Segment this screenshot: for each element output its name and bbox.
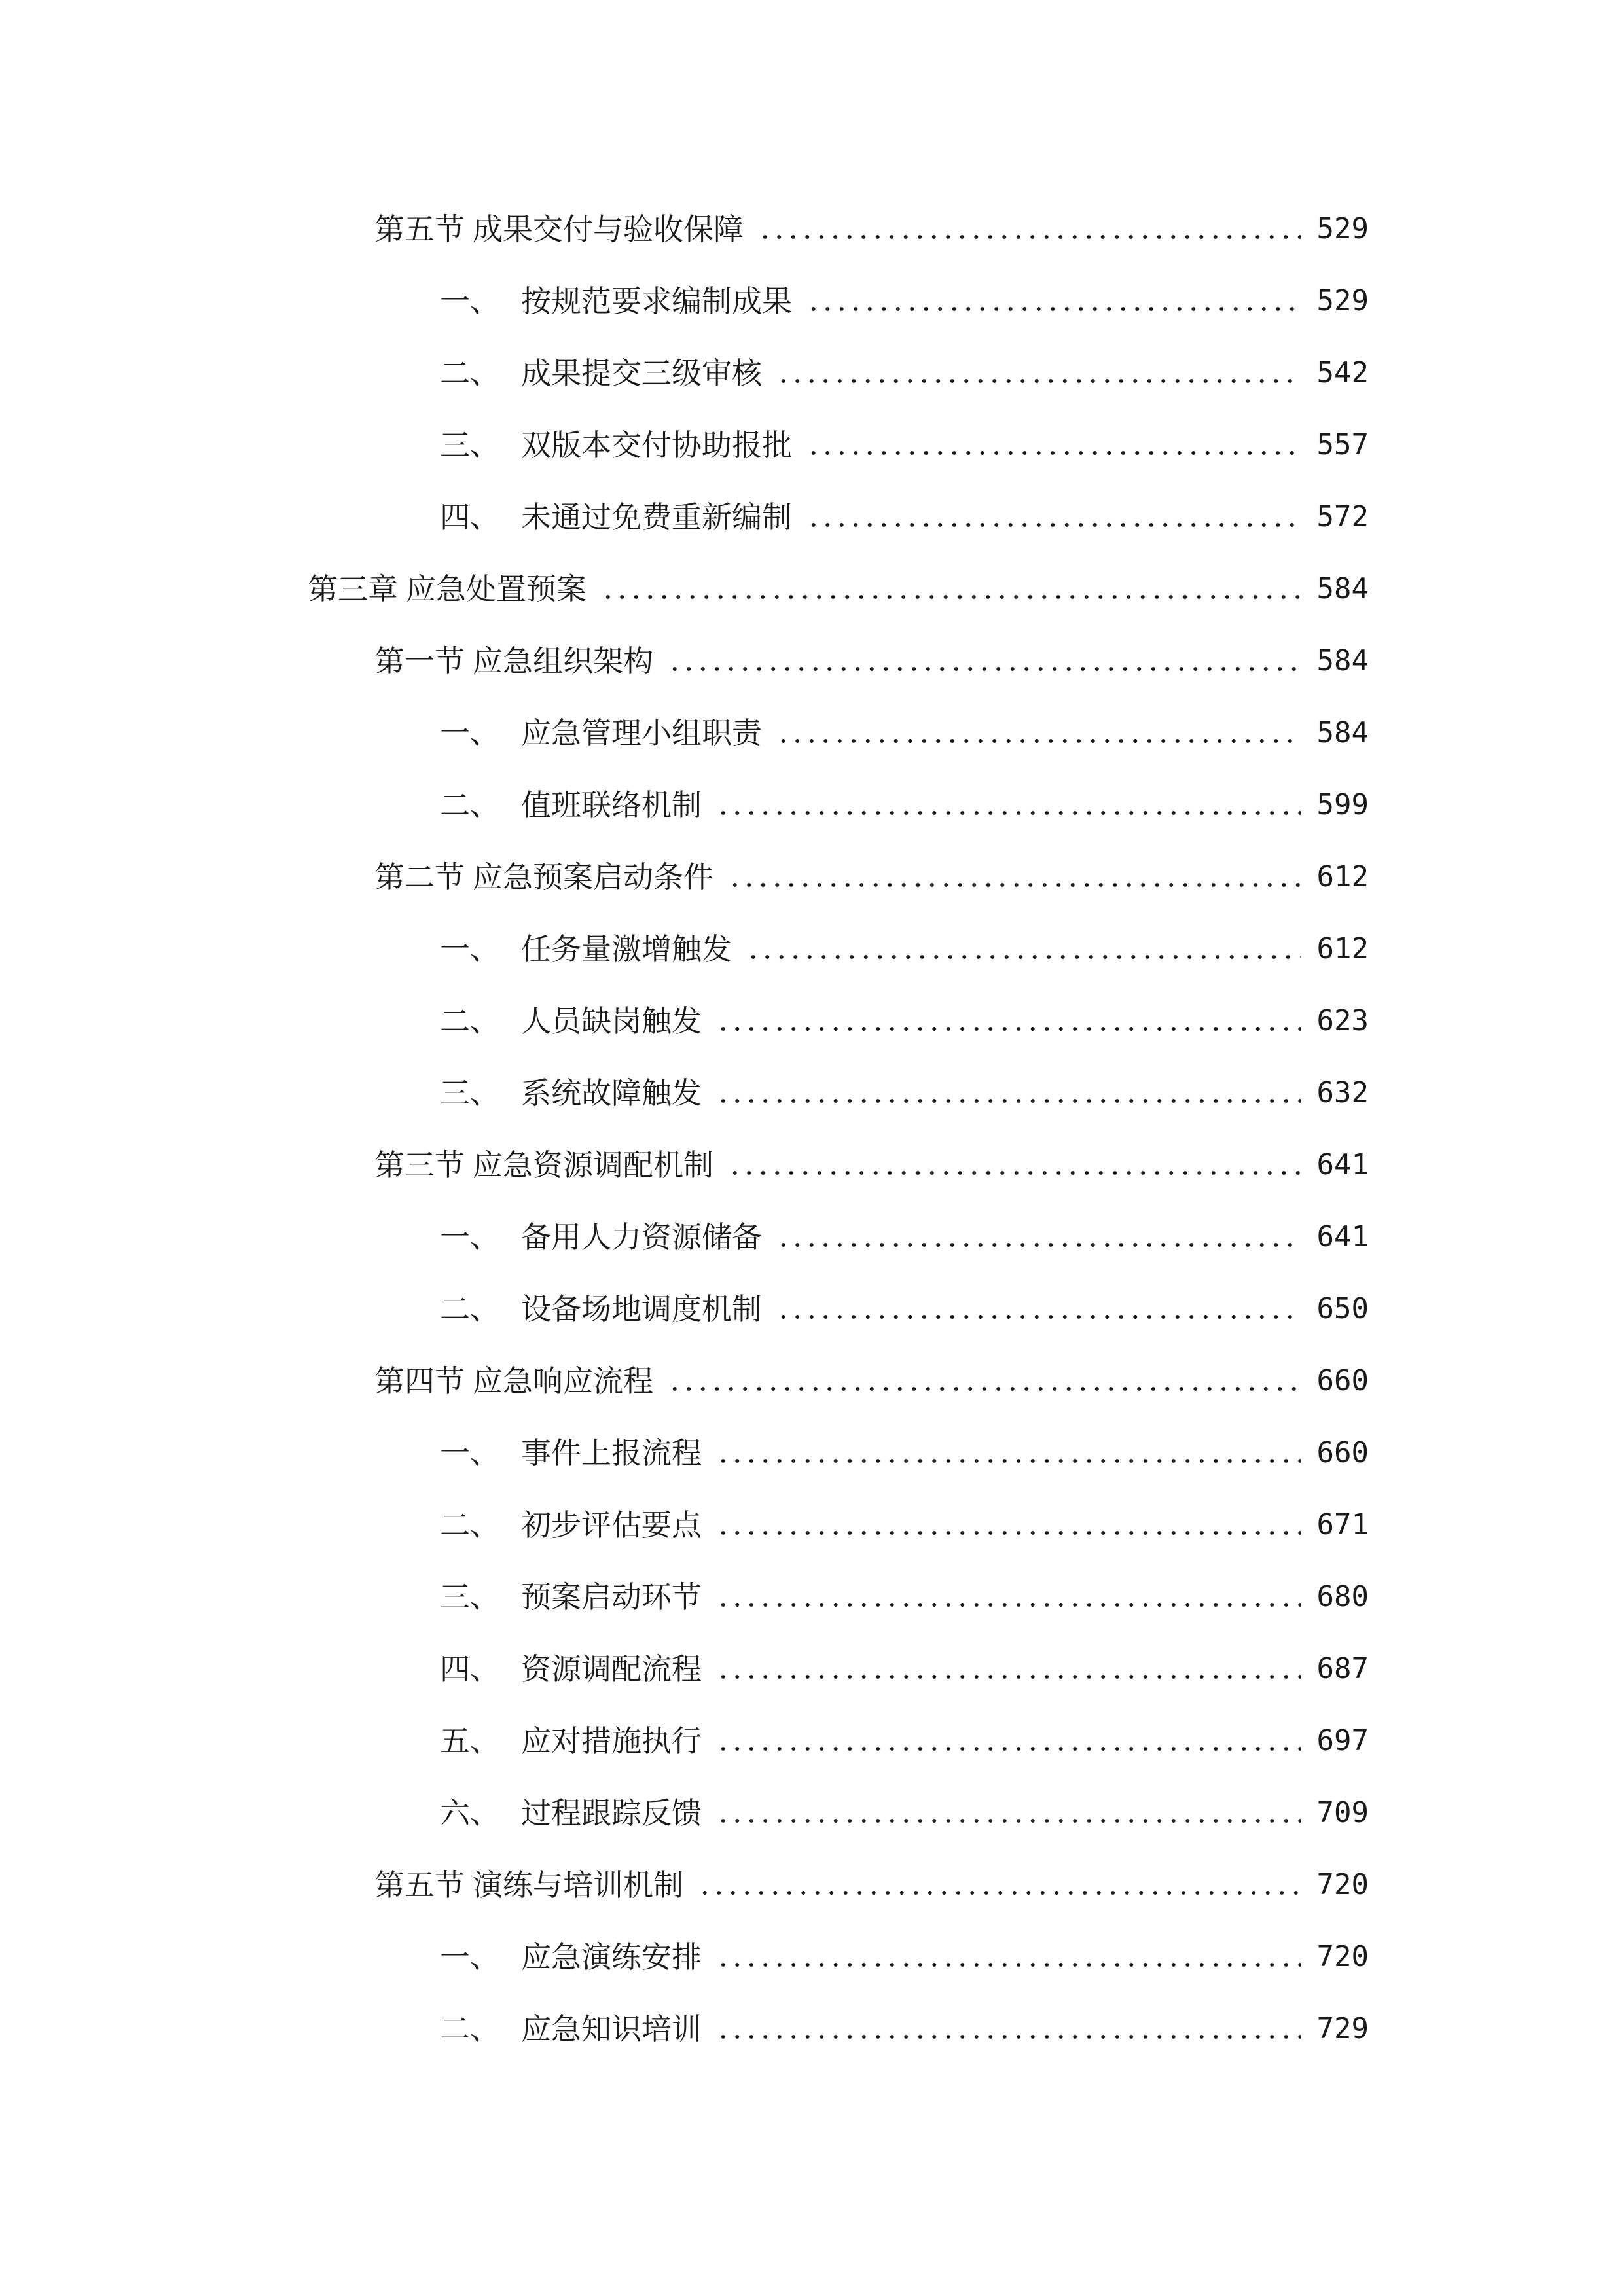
dot-leader (716, 1816, 1301, 1825)
toc-entry-page: 612 (1316, 860, 1369, 893)
toc-entry-page: 680 (1316, 1580, 1369, 1613)
toc-entry-title: 应急响应流程 (473, 1363, 653, 1399)
toc-entry-page: 687 (1316, 1652, 1369, 1685)
toc-entry-prefix: 一、 (440, 1435, 500, 1471)
toc-entry-section[interactable] (374, 635, 1369, 687)
toc-entry-title: 应急处置预案 (406, 571, 586, 607)
toc-entry-page: 612 (1316, 932, 1369, 965)
toc-entry-prefix: 一、 (440, 931, 500, 967)
toc-entry-section[interactable] (374, 851, 1369, 903)
dot-leader (716, 1672, 1301, 1681)
toc-entry-section[interactable] (374, 203, 1369, 255)
toc-entry-page: 584 (1316, 644, 1369, 677)
toc-entry-prefix: 第一节 (374, 643, 465, 679)
dot-leader (776, 1240, 1301, 1249)
toc-entry-page: 542 (1316, 356, 1369, 389)
toc-entry-prefix: 二、 (440, 1291, 500, 1327)
toc-entry-section[interactable] (374, 1139, 1369, 1191)
toc-entry-item[interactable] (440, 1643, 1369, 1695)
toc-entry-page: 720 (1316, 1940, 1369, 1973)
dot-leader (716, 1024, 1301, 1033)
toc-entry-title: 人员缺岗触发 (521, 1003, 702, 1039)
dot-leader (716, 1600, 1301, 1609)
toc-entry-prefix: 一、 (440, 1939, 500, 1975)
dot-leader (716, 808, 1301, 817)
dot-leader (776, 1312, 1301, 1321)
toc-entry-prefix: 第四节 (374, 1363, 465, 1399)
toc-entry-prefix: 第三节 (374, 1147, 465, 1183)
toc-entry-title: 系统故障触发 (521, 1075, 702, 1111)
toc-entry-title: 应急知识培训 (521, 2011, 702, 2047)
dot-leader (716, 1456, 1301, 1465)
dot-leader (668, 664, 1301, 673)
toc-entry-item[interactable] (440, 1067, 1369, 1119)
toc-entry-page: 584 (1316, 716, 1369, 749)
toc-entry-prefix: 三、 (440, 1579, 500, 1615)
toc-entry-title: 应对措施执行 (521, 1723, 702, 1759)
dot-leader (716, 1960, 1301, 1969)
toc-entry-item[interactable] (440, 419, 1369, 471)
toc-entry-item[interactable] (440, 1571, 1369, 1623)
toc-entry-title: 值班联络机制 (521, 787, 702, 823)
toc-entry-page: 572 (1316, 500, 1369, 533)
toc-entry-title: 应急预案启动条件 (473, 859, 713, 895)
toc-entry-page: 660 (1316, 1364, 1369, 1397)
toc-entry-page: 529 (1316, 212, 1369, 245)
dot-leader (601, 592, 1301, 601)
toc-entry-chapter[interactable] (308, 563, 1369, 615)
toc-entry-prefix: 一、 (440, 1219, 500, 1255)
toc-entry-prefix: 第五节 (374, 1867, 465, 1903)
toc-entry-prefix: 三、 (440, 1075, 500, 1111)
toc-entry-page: 632 (1316, 1076, 1369, 1109)
dot-leader (746, 952, 1301, 961)
toc-entry-page: 671 (1316, 1508, 1369, 1541)
toc-entry-title: 应急组织架构 (473, 643, 653, 679)
toc-entry-item[interactable] (440, 923, 1369, 975)
toc-entry-section[interactable] (374, 1355, 1369, 1407)
toc-entry-prefix: 第五节 (374, 211, 465, 247)
toc-entry-prefix: 一、 (440, 283, 500, 319)
toc-entry-page: 529 (1316, 284, 1369, 317)
toc-entry-page: 729 (1316, 2012, 1369, 2045)
dot-leader (716, 1096, 1301, 1105)
toc-entry-prefix: 二、 (440, 1507, 500, 1543)
toc-entry-prefix: 一、 (440, 715, 500, 751)
dot-leader (716, 1528, 1301, 1537)
toc-entry-section[interactable] (374, 1859, 1369, 1911)
dot-leader (728, 880, 1301, 889)
toc-entry-prefix: 第三章 (308, 571, 398, 607)
toc-entry-item[interactable] (440, 1211, 1369, 1263)
toc-entry-prefix: 二、 (440, 1003, 500, 1039)
toc-entry-item[interactable] (440, 1931, 1369, 1983)
toc-entry-title: 演练与培训机制 (473, 1867, 683, 1903)
toc-entry-page: 641 (1316, 1220, 1369, 1253)
toc-entry-title: 未通过免费重新编制 (521, 499, 792, 535)
toc-entry-title: 过程跟踪反馈 (521, 1795, 702, 1831)
toc-entry-prefix: 二、 (440, 2011, 500, 2047)
toc-entry-item[interactable] (440, 1787, 1369, 1839)
toc-entry-prefix: 四、 (440, 1651, 500, 1687)
dot-leader (806, 520, 1301, 529)
toc-entry-page: 697 (1316, 1724, 1369, 1757)
toc-entry-item[interactable] (440, 491, 1369, 543)
toc-entry-item[interactable] (440, 1283, 1369, 1335)
dot-leader (668, 1384, 1301, 1393)
dot-leader (758, 232, 1301, 242)
toc-entry-prefix: 第二节 (374, 859, 465, 895)
toc-entry-prefix: 六、 (440, 1795, 500, 1831)
dot-leader (728, 1168, 1301, 1177)
dot-leader (806, 448, 1301, 457)
toc-entry-prefix: 四、 (440, 499, 500, 535)
toc-entry-item[interactable] (440, 995, 1369, 1047)
toc-entry-prefix: 二、 (440, 787, 500, 823)
dot-leader (716, 1744, 1301, 1753)
toc-entry-page: 709 (1316, 1796, 1369, 1829)
toc-entry-title: 预案启动环节 (521, 1579, 702, 1615)
toc-entry-page: 650 (1316, 1292, 1369, 1325)
toc-entry-title: 应急资源调配机制 (473, 1147, 713, 1183)
toc-entry-item[interactable] (440, 1427, 1369, 1479)
toc-entry-page: 720 (1316, 1868, 1369, 1901)
toc-entry-title: 设备场地调度机制 (521, 1291, 762, 1327)
toc-entry-title: 成果提交三级审核 (521, 355, 762, 391)
toc-entry-title: 双版本交付协助报批 (521, 427, 792, 463)
toc-entry-title: 事件上报流程 (521, 1435, 702, 1471)
toc-entry-prefix: 三、 (440, 427, 500, 463)
dot-leader (776, 736, 1301, 745)
toc-entry-page: 623 (1316, 1004, 1369, 1037)
dot-leader (806, 304, 1301, 314)
toc-entry-page: 599 (1316, 788, 1369, 821)
toc-entry-title: 初步评估要点 (521, 1507, 702, 1543)
toc-entry-item[interactable] (440, 1715, 1369, 1767)
toc-entry-prefix: 五、 (440, 1723, 500, 1759)
toc-entry-item[interactable] (440, 347, 1369, 399)
toc-entry-page: 641 (1316, 1148, 1369, 1181)
toc-entry-item[interactable] (440, 779, 1369, 831)
toc-entry-title: 成果交付与验收保障 (473, 211, 744, 247)
dot-leader (776, 376, 1301, 386)
toc-entry-page: 660 (1316, 1436, 1369, 1469)
toc-entry-title: 按规范要求编制成果 (521, 283, 792, 319)
toc-entry-title: 应急演练安排 (521, 1939, 702, 1975)
toc-entry-item[interactable] (440, 1499, 1369, 1551)
toc-entry-title: 备用人力资源储备 (521, 1219, 762, 1255)
toc-entry-item[interactable] (440, 707, 1369, 759)
toc-entry-item[interactable] (440, 275, 1369, 327)
toc-entry-title: 任务量激增触发 (521, 931, 732, 967)
toc-entry-page: 557 (1316, 428, 1369, 461)
toc-entry-page: 584 (1316, 572, 1369, 605)
toc-entry-title: 资源调配流程 (521, 1651, 702, 1687)
toc-entry-prefix: 二、 (440, 355, 500, 391)
dot-leader (716, 2032, 1301, 2041)
toc-entry-title: 应急管理小组职责 (521, 715, 762, 751)
dot-leader (698, 1888, 1301, 1897)
toc-entry-item[interactable] (440, 2003, 1369, 2055)
